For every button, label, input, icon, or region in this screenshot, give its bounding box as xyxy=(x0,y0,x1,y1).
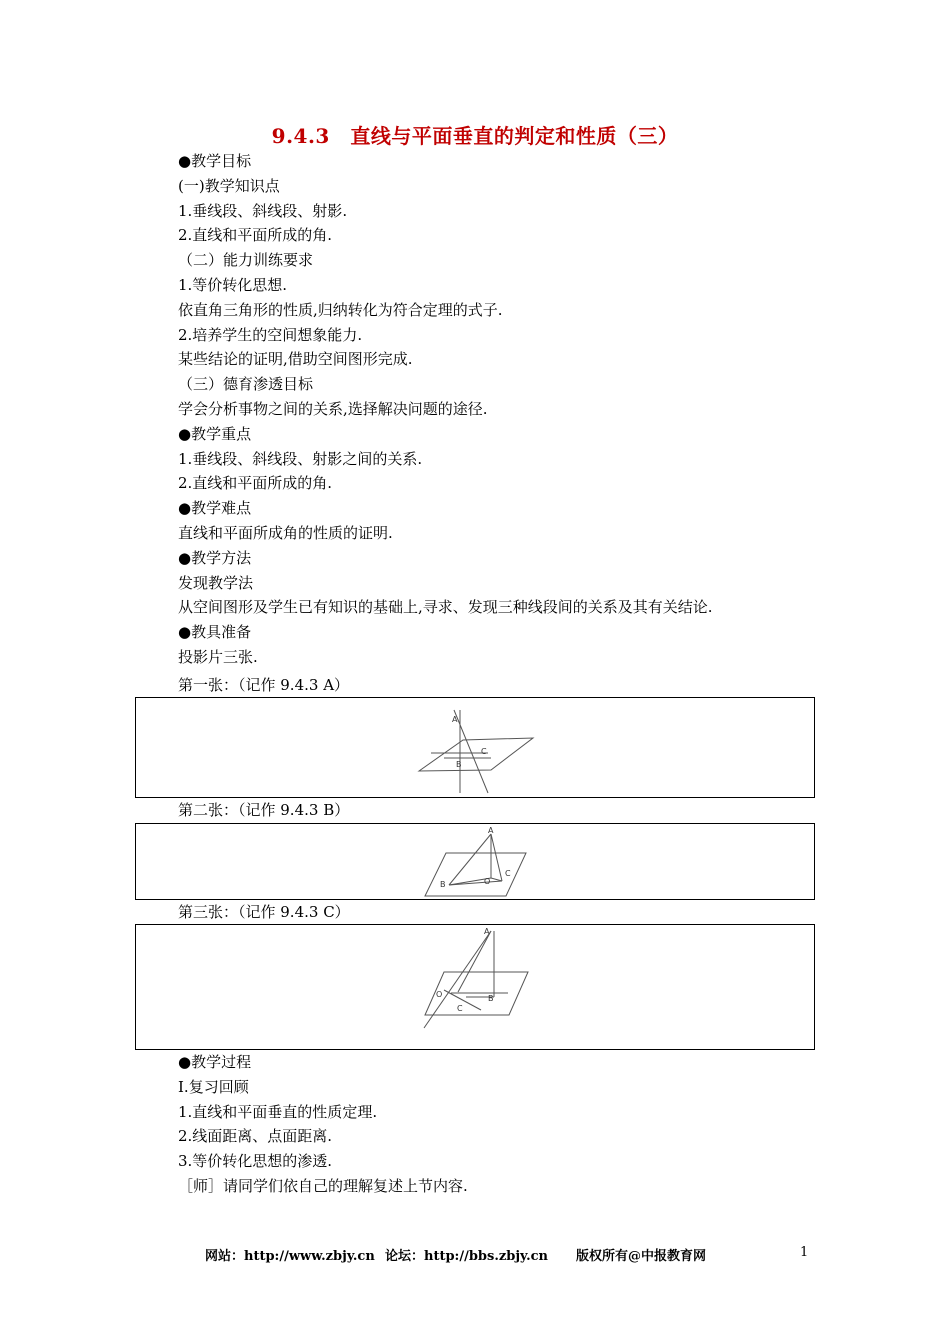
figure-b-box xyxy=(135,823,815,900)
footer-forum: 论坛：http://bbs.zbjy.cn xyxy=(385,1249,549,1264)
footer-copyright: 版权所有@中报教育网 xyxy=(576,1249,707,1264)
text-line: 直线和平面所成角的性质的证明. xyxy=(178,523,393,542)
text-line: 投影片三张. xyxy=(178,647,258,666)
heading-difficulties: ●教学难点 xyxy=(178,499,252,518)
figure-c-caption: 第三张：（记作 9.4.3 C） xyxy=(178,903,350,921)
figure-a-caption: 第一张：（记作 9.4.3 A） xyxy=(178,676,350,694)
text-line: ［师］请同学们依自己的理解复述上节内容. xyxy=(178,1176,468,1195)
heading-materials: ●教具准备 xyxy=(178,623,252,642)
document-title: 9.4.3 直线与平面垂直的判定和性质（三） xyxy=(271,124,679,148)
figure-c-label-b: B xyxy=(488,994,494,1003)
figure-a-label-b: B xyxy=(456,760,462,769)
heading-key-points: ●教学重点 xyxy=(178,424,252,443)
text-line: 1.直线和平面垂直的性质定理. xyxy=(178,1102,378,1121)
page-number: 1 xyxy=(800,1245,809,1260)
subheading-knowledge: (一)教学知识点 xyxy=(178,176,280,195)
text-line: 3.等价转化思想的渗透. xyxy=(178,1152,333,1171)
figure-c-label-a: A xyxy=(484,927,490,936)
process-section xyxy=(178,1050,828,1199)
text-line: 2.直线和平面所成的角. xyxy=(178,226,333,245)
figure-b-label-c: C xyxy=(505,869,511,878)
text-line: 依直角三角形的性质,归纳转化为符合定理的式子. xyxy=(178,300,503,319)
text-line: 1.垂线段、斜线段、射影. xyxy=(178,201,348,220)
heading-method: ●教学方法 xyxy=(178,548,252,567)
heading-teaching-goals: ●教学目标 xyxy=(178,152,252,170)
footer-website: 网站：http://www.zbjy.cn xyxy=(205,1249,375,1264)
objectives-section xyxy=(178,149,828,670)
figure-a-box xyxy=(135,697,815,798)
subheading-ability: （二）能力训练要求 xyxy=(178,251,314,270)
subheading-review: Ⅰ.复习回顾 xyxy=(178,1077,249,1096)
text-line: 2.线面距离、点面距离. xyxy=(178,1127,333,1146)
figure-b-label-b: B xyxy=(440,880,446,889)
text-line: 某些结论的证明,借助空间图形完成. xyxy=(178,350,413,369)
figure-b-diagram xyxy=(136,824,816,901)
figure-c-label-c: C xyxy=(457,1004,463,1013)
figure-b-label-o: O xyxy=(484,877,491,886)
text-line: 1.垂线段、斜线段、射影之间的关系. xyxy=(178,449,423,468)
heading-process: ●教学过程 xyxy=(178,1053,252,1071)
figure-a-label-c: C xyxy=(481,747,487,756)
figure-c-box xyxy=(135,924,815,1050)
figure-c-diagram xyxy=(136,925,816,1051)
text-line: 从空间图形及学生已有知识的基础上,寻求、发现三种线段间的关系及其有关结论. xyxy=(178,598,713,617)
figure-c-label-o: O xyxy=(436,990,443,999)
text-line: 2.培养学生的空间想象能力. xyxy=(178,325,363,344)
figure-b-label-a: A xyxy=(488,826,494,835)
text-line: 1.等价转化思想. xyxy=(178,275,288,294)
figure-a-label-a: A xyxy=(452,715,458,724)
figure-a-diagram xyxy=(136,698,816,799)
subheading-moral: （三）德育渗透目标 xyxy=(178,375,314,394)
text-line: 发现教学法 xyxy=(178,573,254,592)
text-line: 学会分析事物之间的关系,选择解决问题的途径. xyxy=(178,399,488,418)
figure-b-caption: 第二张：（记作 9.4.3 B） xyxy=(178,801,350,819)
text-line: 2.直线和平面所成的角. xyxy=(178,474,333,493)
